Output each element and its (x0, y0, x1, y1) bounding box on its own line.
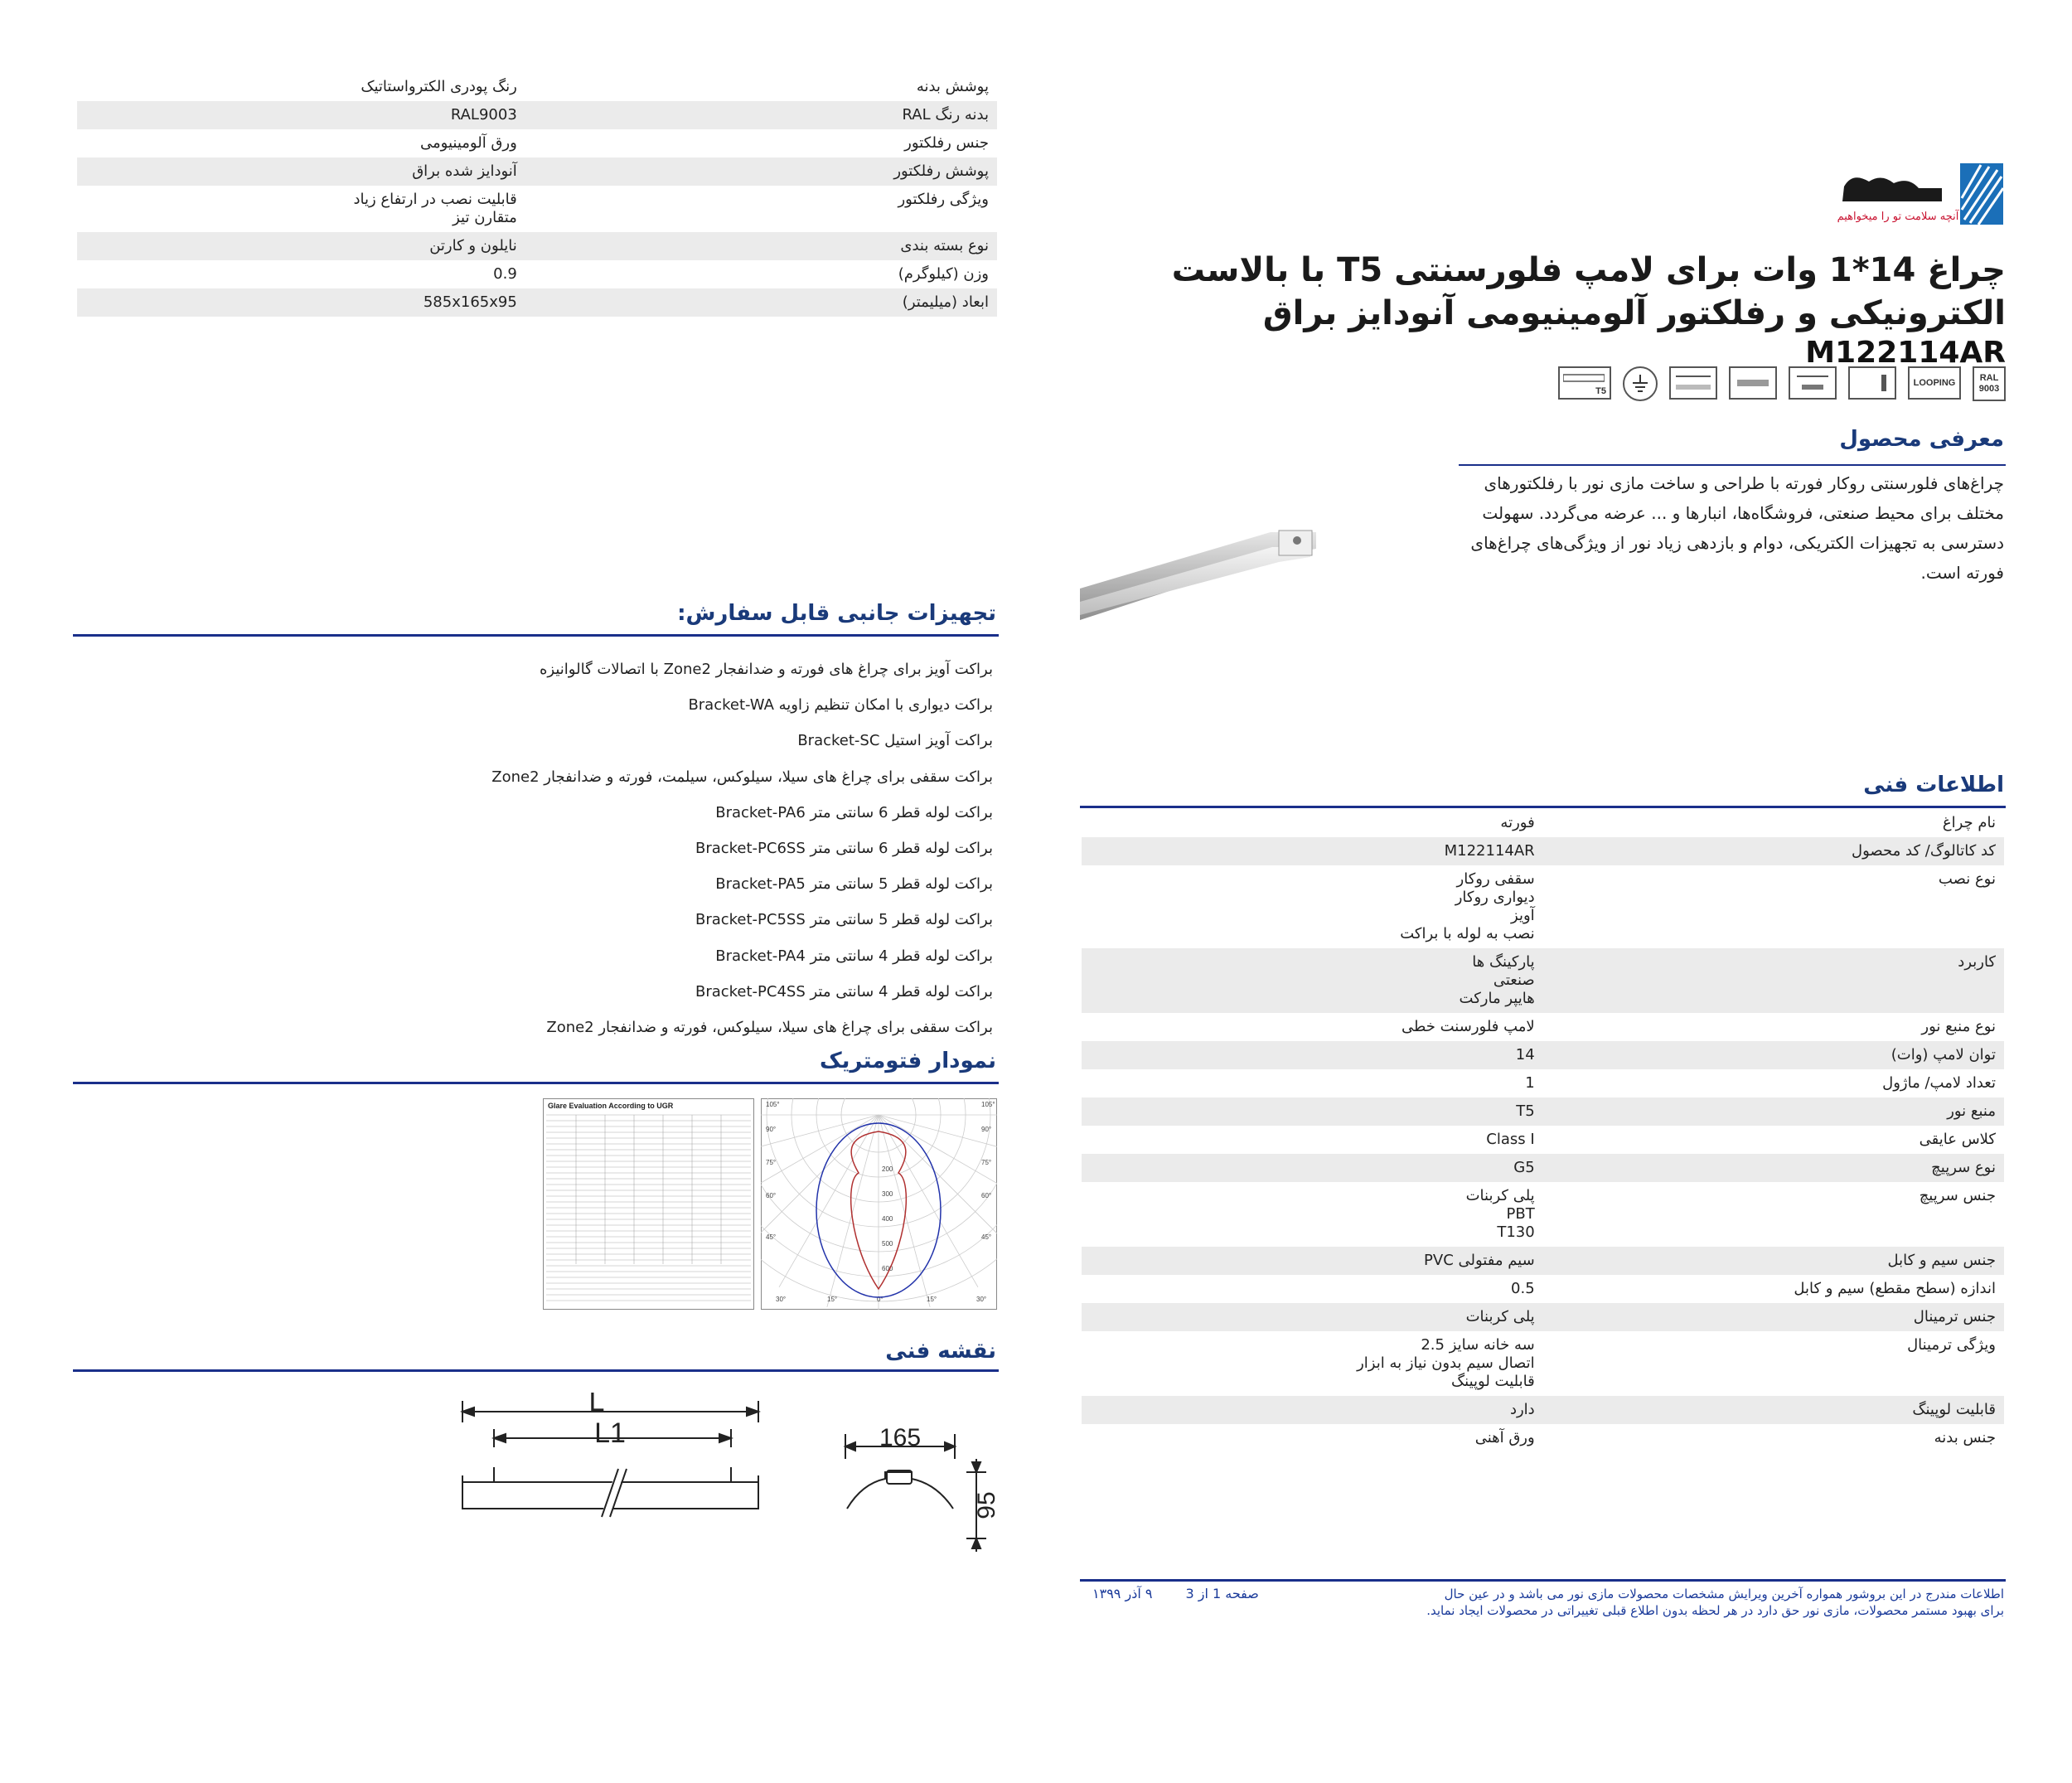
spec-row (77, 129, 997, 157)
drawing-width: 165 (879, 1424, 922, 1451)
spec-key: پوشش رفلکتور (525, 157, 997, 186)
pendant-icon (1729, 366, 1777, 400)
product-code: M122114AR (1805, 336, 2006, 370)
spec-value (1082, 1069, 1543, 1097)
accessory-item: براکت لوله قطر 4 سانتی متر Bracket-PA4 (715, 947, 993, 965)
spec-value-line: دارد (1509, 1401, 1535, 1418)
spec-value (77, 101, 525, 129)
spec-value-line: سه خانه سایز 2.5 (1421, 1336, 1535, 1354)
spec-key: تعداد لامپ/ ماژول (1543, 1069, 2004, 1097)
spec-key: نوع منبع نور (1543, 1013, 2004, 1041)
brand-tagline: آنچه سلامت تو را میخواهیم (1837, 211, 1959, 223)
spec-value-line: نصب به لوله با براکت (1400, 925, 1535, 942)
spec-value-line: T130 (1497, 1223, 1535, 1241)
spec-row (1082, 865, 2004, 948)
spec-value (1082, 809, 1543, 837)
spec-value (1082, 1182, 1543, 1247)
spec-value-line: آنودایز شده براق (412, 162, 517, 180)
spec-row (77, 288, 997, 317)
spec-value (1082, 948, 1543, 1013)
spec-value-line: سیم مفتولی PVC (1424, 1252, 1535, 1269)
accessory-item: براکت سقفی برای چراغ های سیلا، سیلوکس، فورته و ضدانفجار Zone2 (546, 1018, 993, 1036)
spec-value-line: نایلون و کارتن (429, 237, 517, 254)
polar-angle-label: 90° (766, 1126, 777, 1133)
spec-row (77, 101, 997, 129)
spec-key: نام چراغ (1543, 809, 2004, 837)
drawing-divider (73, 1369, 999, 1372)
drawing-title: نقشه فنی (885, 1339, 996, 1364)
spec-value-line: RAL9003 (450, 106, 517, 124)
polar-angle-label: 45° (766, 1233, 777, 1241)
spec-key: نوع سرپیچ (1543, 1154, 2004, 1182)
spec-value-line: ورق آهنی (1474, 1429, 1535, 1446)
product-title-block (1094, 249, 2006, 371)
looping-icon: LOOPING (1908, 366, 1961, 400)
spec-value (1082, 1303, 1543, 1331)
spec-key: منبع نور (1543, 1097, 2004, 1126)
spec-row (1082, 1069, 2004, 1097)
spec-value (1082, 1097, 1543, 1126)
drawing-label-l: L (588, 1393, 605, 1417)
product-title: چراغ 14*1 وات برای لامپ فلورسنتی T5 با بالاست الکترونیکی و رفلکتور آلومینیومی آنودایز براق (1171, 251, 2006, 332)
footer-disclaimer: اطلاعات مندرج در این بروشور همواره آخرین ویرایش مشخصات محصولات مازی نور می باشد و در عین حال برای بهبود مستمر محصولات، مازی نور حق دارد در هر لحظه بدون اطلاع قبلی تغییراتی در محصولات ایجاد نماید. (1426, 1587, 2004, 1618)
spec-key: نوع بسته بندی (525, 232, 997, 260)
polar-angle-label: 105° (981, 1101, 995, 1108)
polar-angle-label: 15° (827, 1296, 838, 1303)
spec-value (1082, 1013, 1543, 1041)
feature-icons (1558, 366, 2006, 401)
spec-row (77, 232, 997, 260)
polar-angle-label: 45° (981, 1233, 992, 1241)
spec-value-line: پلی کربنات (1465, 1187, 1535, 1204)
spec-row (1082, 1247, 2004, 1275)
spec-value (1082, 865, 1543, 948)
spec-value-line: Class I (1486, 1131, 1535, 1148)
spec-value (77, 186, 525, 232)
spec-value-line: 585x165x95 (423, 293, 517, 311)
spec-value-line: فورته (1500, 814, 1535, 831)
spec-value (1082, 1331, 1543, 1396)
spec-value (1082, 1247, 1543, 1275)
spec-value-line: پلی کربنات (1465, 1308, 1535, 1325)
polar-angle-label: 30° (976, 1296, 987, 1303)
footer-divider (1080, 1579, 2006, 1582)
spec-row (1082, 1331, 2004, 1396)
spec-key: کاربرد (1543, 948, 2004, 1013)
spec-value (77, 129, 525, 157)
accessory-item: براکت آویز استیل Bracket-SC (797, 732, 993, 750)
photometric-title: نمودار فتومتریک (820, 1049, 996, 1073)
tech-spec-table (1082, 809, 2004, 1452)
drawing-height: 95 (973, 1491, 1000, 1519)
spec-row (77, 186, 997, 232)
accessory-item: براکت لوله قطر 5 سانتی متر Bracket-PA5 (715, 875, 993, 894)
spec-value (77, 232, 525, 260)
accessory-item: براکت لوله قطر 5 سانتی متر Bracket-PC5SS (695, 911, 993, 929)
spec-row (77, 157, 997, 186)
drawing-label-l1: L1 (594, 1417, 626, 1449)
spec-key: قابلیت لوپینگ (1543, 1396, 2004, 1424)
polar-tick-label: 300 (882, 1190, 893, 1198)
spec-key: ویژگی رفلکتور (525, 186, 997, 232)
spec-key: جنس سیم و کابل (1543, 1247, 2004, 1275)
polar-angle-label: 15° (927, 1296, 937, 1303)
tech-spec-table-continued (77, 73, 997, 317)
footer-page-number: صفحه 1 از 3 (1185, 1586, 1259, 1601)
footer-meta (1092, 1586, 1259, 1601)
spec-row (1082, 1303, 2004, 1331)
spec-row (77, 73, 997, 101)
spec-value-line: آویز (1511, 907, 1535, 924)
spec-value (77, 73, 525, 101)
spec-value-line: اتصال سیم بدون نیاز به ابزار (1357, 1354, 1535, 1372)
spec-key: ابعاد (میلیمتر) (525, 288, 997, 317)
accessory-item: براکت لوله قطر 4 سانتی متر Bracket-PC4SS (695, 982, 993, 1001)
spec-value-line: PBT (1506, 1205, 1535, 1223)
spec-value (77, 260, 525, 288)
accessory-item: براکت لوله قطر 6 سانتی متر Bracket-PA6 (715, 803, 993, 821)
spec-value (1082, 1424, 1543, 1452)
spec-row (1082, 1154, 2004, 1182)
spec-value-line: سقفی روکار (1456, 870, 1535, 888)
spec-key: وزن (کیلوگرم) (525, 260, 997, 288)
spec-value-line: ورق آلومینیومی (420, 134, 517, 152)
spec-key: جنس رفلکتور (525, 129, 997, 157)
spec-key: توان لامپ (وات) (1543, 1041, 2004, 1069)
accessories-title: تجهیزات جانبی قابل سفارش: (677, 601, 996, 626)
spec-key: اندازه (سطح مقطع) سیم و کابل (1543, 1275, 2004, 1303)
polar-angle-label: 105° (766, 1101, 780, 1108)
spec-row (1082, 837, 2004, 865)
spec-value (1082, 1126, 1543, 1154)
spec-value-line: هایپر مارکت (1459, 990, 1535, 1007)
spec-key: جنس ترمینال (1543, 1303, 2004, 1331)
polar-angle-label: 75° (766, 1159, 777, 1166)
surface-mount-icon (1848, 366, 1896, 400)
intro-divider (1459, 464, 2006, 466)
accessory-item: براکت آویز برای چراغ های فورته و ضدانفجار Zone2 با اتصالات گالوانیزه (540, 661, 993, 678)
spec-row (1082, 809, 2004, 837)
spec-key: جنس بدنه (1543, 1424, 2004, 1452)
spec-row (1082, 1396, 2004, 1424)
ral-label: RAL (1979, 373, 1999, 383)
polar-angle-label: 75° (981, 1159, 992, 1166)
ral-number: 9003 (1978, 384, 2000, 394)
spec-row (1082, 1275, 2004, 1303)
ral-9003-icon (1973, 366, 2006, 401)
polar-tick-label: 400 (882, 1215, 893, 1223)
spec-row (77, 260, 997, 288)
spec-value (1082, 1396, 1543, 1424)
product-image (1080, 522, 1316, 638)
spec-value-line: رنگ پودری الکترواستاتیک (361, 78, 517, 95)
spec-value-line: 1 (1525, 1074, 1535, 1092)
t5-lamp-icon (1558, 366, 1611, 400)
spec-row (1082, 948, 2004, 1013)
spec-key: بدنه رنگ RAL (525, 101, 997, 129)
intro-text: چراغ‌های فلورسنتی روکار فورته با طراحی و ساخت مازی نور با رفلکتورهای مختلف برای محیط صنعتی، فروشگاه‌ها، انبارها و ... عرضه می‌گردد. سهولت دسترسی به تجهیزات الکتریکی، دوام و بازدهی زیاد نور از ویژگی‌های چراغ‌های فورته است. (1470, 473, 2004, 583)
polar-angle-label: 60° (766, 1192, 777, 1199)
spec-value (1082, 837, 1543, 865)
polar-tick-label: 600 (882, 1265, 893, 1272)
spec-value-line: قابلیت نصب در ارتفاع زیاد (353, 191, 517, 208)
technical-drawing (448, 1393, 1011, 1558)
spec-row (1082, 1126, 2004, 1154)
wall-mount-icon (1789, 366, 1837, 400)
spec-key: کد کاتالوگ/ کد محصول (1543, 837, 2004, 865)
tech-divider (1080, 806, 2006, 808)
spec-key: جنس سرپیچ (1543, 1182, 2004, 1247)
batten-icon (1669, 366, 1717, 400)
polar-diagram (761, 1098, 997, 1310)
spec-row (1082, 1424, 2004, 1452)
earth-class-i-icon (1623, 366, 1658, 401)
accessories-list (81, 652, 993, 1045)
spec-value (1082, 1154, 1543, 1182)
spec-value (1082, 1275, 1543, 1303)
spec-value (77, 157, 525, 186)
t5-label: T5 (1595, 386, 1606, 396)
polar-angle-label: 30° (776, 1296, 787, 1303)
spec-row (1082, 1013, 2004, 1041)
polar-angle-label: 0° (877, 1296, 884, 1303)
spec-value (1082, 1041, 1543, 1069)
polar-tick-label: 500 (882, 1240, 893, 1248)
footer-date: ۹ آذر ۱۳۹۹ (1092, 1586, 1153, 1601)
accessory-item: براکت سقفی برای چراغ های سیلا، سیلوکس، سیلمت، فورته و ضدانفجار Zone2 (491, 768, 993, 786)
accessory-item: براکت لوله قطر 6 سانتی متر Bracket-PC6SS (695, 839, 993, 857)
brand-logo (1736, 162, 2006, 228)
spec-row (1082, 1182, 2004, 1247)
ugr-title: Glare Evaluation According to UGR (548, 1102, 674, 1110)
spec-key: نوع نصب (1543, 865, 2004, 948)
spec-row (1082, 1041, 2004, 1069)
spec-value-line: متقارن تیز (453, 209, 517, 226)
spec-value (77, 288, 525, 317)
spec-key: ویژگی ترمینال (1543, 1331, 2004, 1396)
ugr-table (543, 1098, 754, 1310)
spec-key: کلاس عایقی (1543, 1126, 2004, 1154)
accessory-item: براکت دیواری با امکان تنظیم زاویه Bracket-WA (688, 696, 993, 715)
polar-angle-label: 90° (981, 1126, 992, 1133)
spec-key: پوشش بدنه (525, 73, 997, 101)
tech-title: اطلاعات فنی (1863, 773, 2004, 797)
spec-value-line: پارکینگ ها (1472, 953, 1535, 971)
spec-value-line: M122114AR (1444, 842, 1535, 860)
spec-value-line: G5 (1513, 1159, 1535, 1176)
spec-row (1082, 1097, 2004, 1126)
spec-value-line: 14 (1515, 1046, 1535, 1064)
intro-title: معرفی محصول (1839, 427, 2004, 452)
spec-value-line: T5 (1516, 1102, 1535, 1120)
accessories-divider (73, 634, 999, 637)
polar-angle-label: 60° (981, 1192, 992, 1199)
spec-value-line: 0.5 (1511, 1280, 1535, 1297)
spec-value-line: صنعتی (1493, 971, 1535, 989)
spec-value-line: قابلیت لوپینگ (1451, 1373, 1535, 1390)
spec-value-line: لامپ فلورسنت خطی (1402, 1018, 1535, 1035)
photometric-divider (73, 1082, 999, 1084)
polar-tick-label: 200 (882, 1165, 893, 1173)
spec-value-line: 0.9 (493, 265, 517, 283)
spec-value-line: دیواری روکار (1455, 889, 1535, 906)
